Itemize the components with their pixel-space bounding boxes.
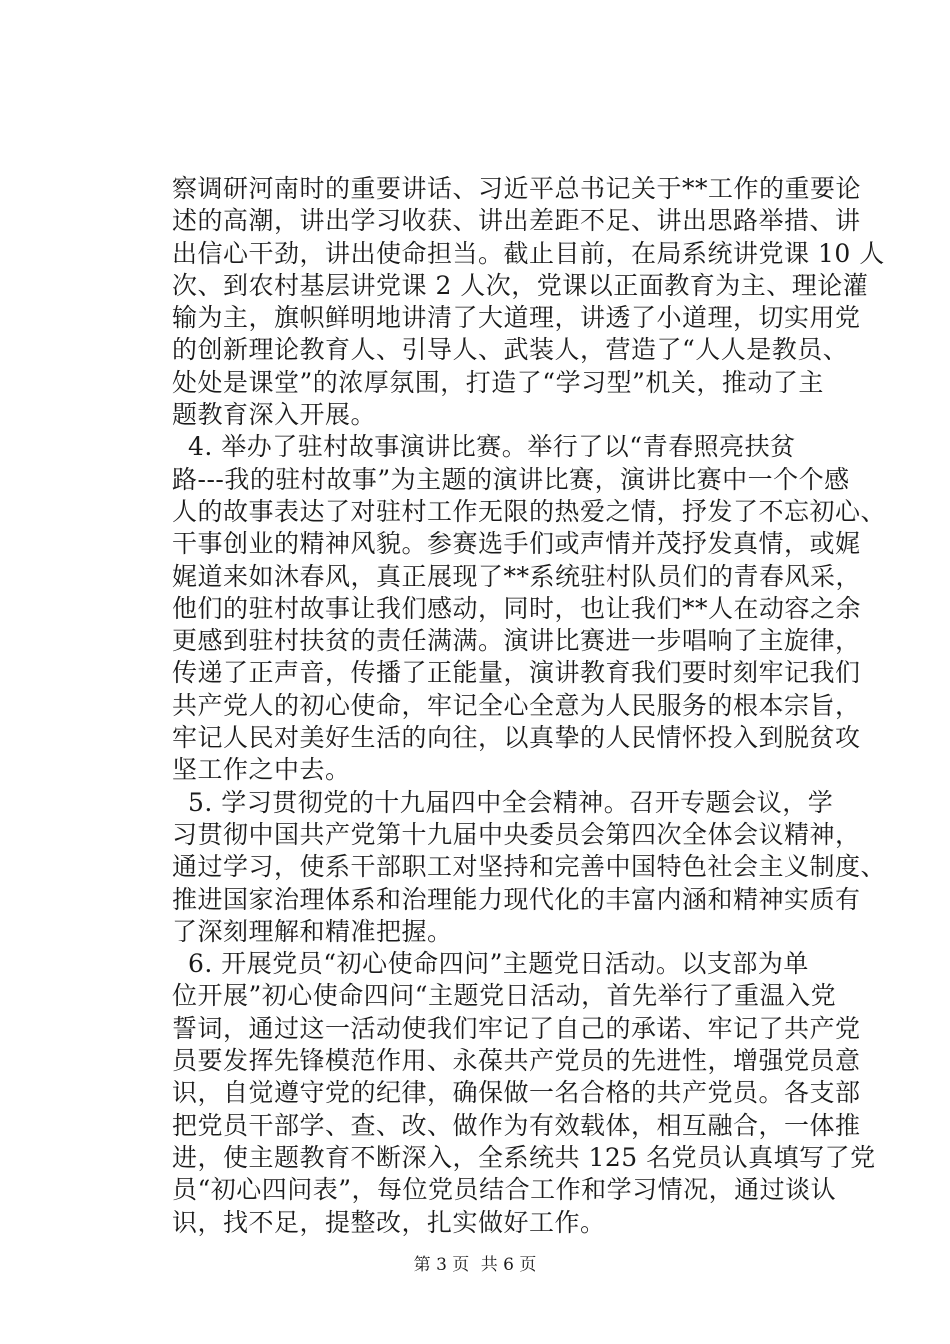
page-total: 共 6 页	[480, 1255, 537, 1275]
body-text	[172, 173, 887, 1239]
text-line: 娓道来如沐春风，真正展现了**系统驻村队员们的青春风采，	[172, 561, 862, 591]
text-line: 推进国家治理体系和治理能力现代化的丰富内涵和精神实质有	[172, 884, 861, 914]
text-line: 次、到农村基层讲党课 2 人次，党课以正面教育为主、理论灌	[172, 270, 869, 300]
text-line: 察调研河南时的重要讲话、习近平总书记关于**工作的重要论	[172, 174, 862, 203]
text-line: 习贯彻中国共产党第十九届中央委员会第四次全体会议精神，	[172, 819, 861, 849]
text-line: 誓词，通过这一活动使我们牢记了自己的承诺、牢记了共产党	[172, 1013, 861, 1043]
page-footer	[0, 1250, 950, 1275]
text-line: 位开展”初心使命四问“主题党日活动，首先举行了重温入党	[172, 981, 837, 1011]
paragraph-6-heading: 6. 开展党员“初心使命四问”主题党日活动。以支部为单	[188, 949, 809, 979]
text-line: 把党员干部学、查、改、做作为有效载体，相互融合，一体推	[172, 1110, 861, 1140]
text-line: 出信心干劲，讲出使命担当。截止目前，在局系统讲党课 10 人	[172, 238, 885, 268]
text-line: 员要发挥先锋模范作用、永葆共产党员的先进性，增强党员意	[172, 1046, 861, 1076]
text-line: 识，找不足，提整改，扎实做好工作。	[172, 1207, 606, 1237]
text-line: 识，自觉遵守党的纪律，确保做一名合格的共产党员。各支部	[172, 1078, 861, 1108]
text-line: 坚工作之中去。	[172, 755, 351, 785]
text-line: 路---我的驻村故事”为主题的演讲比赛，演讲比赛中一个个感	[172, 464, 850, 494]
text-line: 了深刻理解和精准把握。	[172, 916, 453, 946]
text-line: 进，使主题教育不断深入，全系统共 125 名党员认真填写了党	[172, 1142, 876, 1172]
paragraph-5-heading: 5. 学习贯彻党的十九届四中全会精神。召开专题会议，学	[188, 787, 834, 817]
text-line: 处处是课堂”的浓厚氛围，打造了“学习型”机关，推动了主	[172, 367, 824, 397]
paragraph-4-heading: 4. 举办了驻村故事演讲比赛。举行了以“青春照亮扶贫	[188, 432, 796, 462]
text-line: 更感到驻村扶贫的责任满满。演讲比赛进一步唱响了主旋律，	[172, 626, 861, 656]
page-number: 第 3 页	[413, 1255, 470, 1275]
text-line: 通过学习，使系干部职工对坚持和完善中国特色社会主义制度、	[172, 852, 887, 882]
text-line: 传递了正声音，传播了正能量，演讲教育我们要时刻牢记我们	[172, 658, 861, 688]
text-line: 干事创业的精神风貌。参赛选手们或声情并茂抒发真情，或娓	[172, 529, 861, 559]
text-line: 的创新理论教育人、引导人、武装人，营造了“人人是教员、	[172, 335, 849, 365]
text-line: 他们的驻村故事让我们感动，同时，也让我们**人在动容之余	[172, 593, 862, 623]
text-line: 共产党人的初心使命，牢记全心全意为人民服务的根本宗旨，	[172, 690, 861, 720]
text-line: 牢记人民对美好生活的向往，以真挚的人民情怀投入到脱贫攻	[172, 723, 861, 753]
text-line: 员“初心四问表”，每位党员结合工作和学习情况，通过谈认	[172, 1175, 837, 1205]
text-line: 输为主，旗帜鲜明地讲清了大道理，讲透了小道理，切实用党	[172, 303, 861, 333]
text-line: 人的故事表达了对驻村工作无限的热爱之情，抒发了不忘初心、	[172, 496, 887, 526]
text-line: 题教育深入开展。	[172, 400, 377, 430]
text-line: 述的高潮，讲出学习收获、讲出差距不足、讲出思路举措、讲	[172, 206, 861, 236]
